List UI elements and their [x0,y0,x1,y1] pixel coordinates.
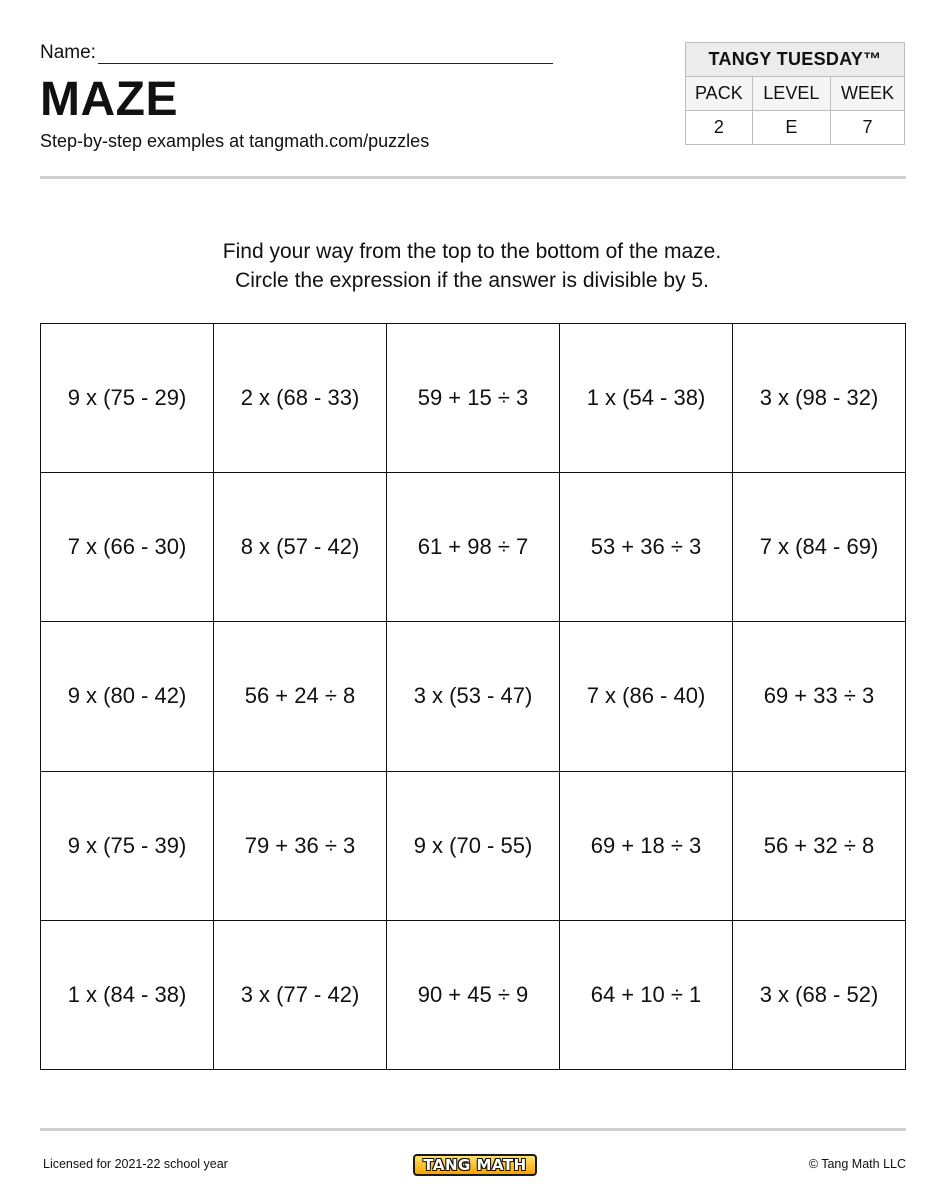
instructions-line-2: Circle the expression if the answer is divisible by 5. [235,269,709,292]
maze-cell[interactable]: 53 + 36 ÷ 3 [560,473,733,622]
bottom-divider [40,1128,906,1131]
maze-cell[interactable]: 9 x (75 - 29) [41,324,214,473]
maze-cell[interactable]: 59 + 15 ÷ 3 [387,324,560,473]
info-val-week: 7 [830,111,904,145]
maze-cell[interactable]: 1 x (84 - 38) [41,920,214,1069]
maze-grid [40,323,906,1070]
maze-cell[interactable]: 69 + 18 ÷ 3 [560,771,733,920]
info-col-level: LEVEL [752,77,830,111]
maze-row [41,920,906,1069]
instructions [0,237,944,295]
maze-cell[interactable]: 1 x (54 - 38) [560,324,733,473]
maze-cell[interactable]: 7 x (84 - 69) [733,473,906,622]
name-blank-line [98,45,553,64]
maze-row [41,622,906,771]
maze-cell[interactable]: 90 + 45 ÷ 9 [387,920,560,1069]
maze-cell[interactable]: 8 x (57 - 42) [214,473,387,622]
info-col-week: WEEK [830,77,904,111]
maze-cell[interactable]: 9 x (70 - 55) [387,771,560,920]
license-text: Licensed for 2021-22 school year [43,1157,228,1171]
maze-cell[interactable]: 7 x (86 - 40) [560,622,733,771]
maze-cell[interactable]: 3 x (98 - 32) [733,324,906,473]
maze-row [41,324,906,473]
maze-cell[interactable]: 56 + 24 ÷ 8 [214,622,387,771]
name-row [40,42,553,64]
info-heading: TANGY TUESDAY™ [686,43,905,77]
top-divider [40,176,906,179]
maze-cell[interactable]: 3 x (68 - 52) [733,920,906,1069]
maze-cell[interactable]: 64 + 10 ÷ 1 [560,920,733,1069]
tang-math-logo: TANG MATH [413,1154,537,1176]
maze-cell[interactable]: 56 + 32 ÷ 8 [733,771,906,920]
maze-cell[interactable]: 3 x (77 - 42) [214,920,387,1069]
info-col-pack: PACK [686,77,753,111]
maze-cell[interactable]: 9 x (75 - 39) [41,771,214,920]
maze-cell[interactable]: 3 x (53 - 47) [387,622,560,771]
maze-cell[interactable]: 69 + 33 ÷ 3 [733,622,906,771]
page-subtitle: Step-by-step examples at tangmath.com/puzzles [40,131,430,151]
maze-cell[interactable]: 2 x (68 - 33) [214,324,387,473]
name-label: Name: [40,42,96,63]
instructions-line-1: Find your way from the top to the bottom of the maze. [222,240,722,263]
maze-cell[interactable]: 61 + 98 ÷ 7 [387,473,560,622]
maze-row [41,473,906,622]
maze-cell[interactable]: 79 + 36 ÷ 3 [214,771,387,920]
page-title: MAZE [40,73,178,126]
maze-row [41,771,906,920]
maze-cell[interactable]: 7 x (66 - 30) [41,473,214,622]
info-val-pack: 2 [686,111,753,145]
copyright-text: © Tang Math LLC [808,1157,906,1171]
info-table [685,42,905,145]
info-val-level: E [752,111,830,145]
maze-cell[interactable]: 9 x (80 - 42) [41,622,214,771]
